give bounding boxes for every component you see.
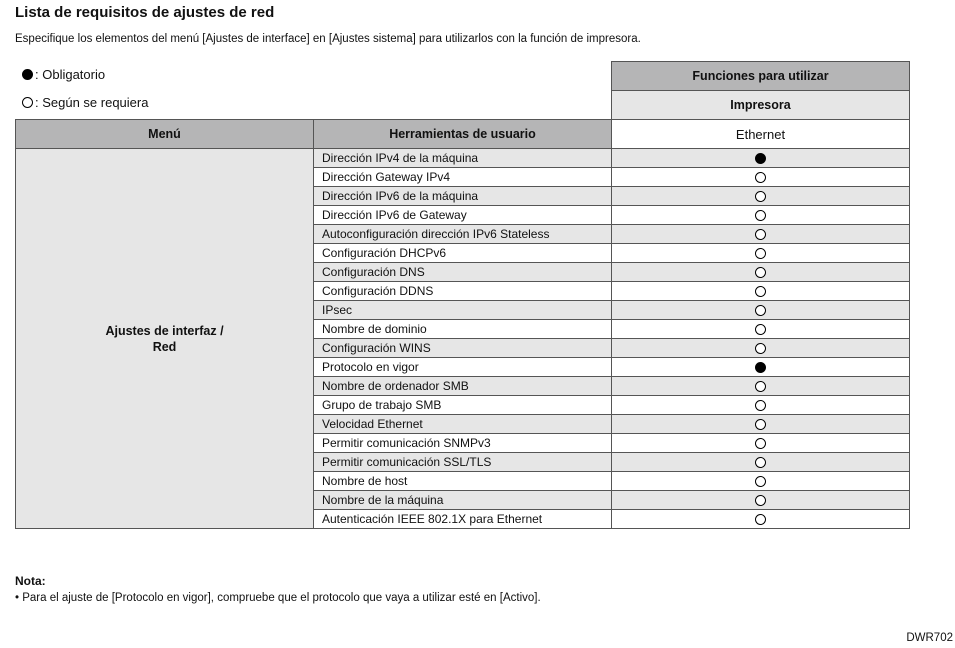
tool-name-cell: Protocolo en vigor	[314, 358, 612, 377]
empty-circle-icon	[755, 476, 766, 487]
empty-circle-icon	[755, 419, 766, 430]
page-title: Lista de requisitos de ajustes de red	[15, 4, 275, 21]
figure-code: DWR702	[906, 632, 953, 644]
ethernet-requirement-cell	[612, 491, 910, 510]
tool-name-cell: Dirección IPv6 de la máquina	[314, 187, 612, 206]
tool-name-cell: Configuración DNS	[314, 263, 612, 282]
legend-optional-label: : Según se requiera	[35, 95, 149, 110]
empty-circle-icon	[755, 267, 766, 278]
empty-circle-icon	[755, 172, 766, 183]
tool-name-cell: Dirección IPv4 de la máquina	[314, 149, 612, 168]
tool-name-cell: IPsec	[314, 301, 612, 320]
tool-name-cell: Permitir comunicación SSL/TLS	[314, 453, 612, 472]
tool-name-cell: Configuración DDNS	[314, 282, 612, 301]
ethernet-requirement-cell	[612, 510, 910, 529]
requirements-table	[15, 61, 910, 529]
legend-required-label: : Obligatorio	[35, 67, 106, 82]
tools-column-header: Herramientas de usuario	[314, 120, 612, 149]
ethernet-requirement-cell	[612, 206, 910, 225]
ethernet-requirement-cell	[612, 434, 910, 453]
tool-name-cell: Nombre de dominio	[314, 320, 612, 339]
menu-label-line1: Ajustes de interfaz /	[105, 323, 224, 338]
empty-circle-icon	[755, 438, 766, 449]
table-blank-area	[16, 62, 612, 91]
table-blank-area-2	[16, 91, 612, 120]
tool-name-cell: Grupo de trabajo SMB	[314, 396, 612, 415]
ethernet-requirement-cell	[612, 472, 910, 491]
empty-circle-icon	[755, 324, 766, 335]
ethernet-requirement-cell	[612, 149, 910, 168]
ethernet-requirement-cell	[612, 320, 910, 339]
ethernet-requirement-cell	[612, 187, 910, 206]
ethernet-requirement-cell	[612, 339, 910, 358]
empty-circle-icon	[755, 305, 766, 316]
empty-circle-icon	[755, 514, 766, 525]
ethernet-requirement-cell	[612, 282, 910, 301]
ethernet-requirement-cell	[612, 263, 910, 282]
tool-name-cell: Configuración WINS	[314, 339, 612, 358]
empty-circle-icon	[755, 248, 766, 259]
ethernet-requirement-cell	[612, 396, 910, 415]
empty-circle-icon	[755, 457, 766, 468]
menu-label-line2: Red	[152, 339, 177, 354]
empty-circle-icon	[755, 210, 766, 221]
table-row	[16, 149, 910, 168]
empty-circle-icon	[755, 343, 766, 354]
tool-name-cell: Nombre de la máquina	[314, 491, 612, 510]
ethernet-requirement-cell	[612, 415, 910, 434]
tool-name-cell: Dirección Gateway IPv4	[314, 168, 612, 187]
ethernet-requirement-cell	[612, 377, 910, 396]
intro-text: Especifique los elementos del menú [Ajustes de interface] en [Ajustes sistema] para utilizarlos con la función de impresora.	[15, 33, 641, 45]
ethernet-column-header: Ethernet	[612, 120, 910, 149]
empty-circle-icon	[755, 400, 766, 411]
tool-name-cell: Velocidad Ethernet	[314, 415, 612, 434]
tool-name-cell: Permitir comunicación SNMPv3	[314, 434, 612, 453]
empty-circle-icon	[755, 229, 766, 240]
tool-name-cell: Autoconfiguración dirección IPv6 Stateless	[314, 225, 612, 244]
filled-circle-icon	[755, 362, 766, 373]
note-text: • Para el ajuste de [Protocolo en vigor], compruebe que el protocolo que vaya a utilizar esté en [Activo].	[15, 592, 541, 604]
menu-cell	[16, 149, 314, 529]
functions-header: Funciones para utilizar	[612, 62, 910, 91]
empty-circle-icon	[755, 495, 766, 506]
tool-name-cell: Configuración DHCPv6	[314, 244, 612, 263]
ethernet-requirement-cell	[612, 358, 910, 377]
note-title: Nota:	[15, 574, 46, 588]
ethernet-requirement-cell	[612, 168, 910, 187]
tool-name-cell: Nombre de ordenador SMB	[314, 377, 612, 396]
printer-header: Impresora	[612, 91, 910, 120]
empty-circle-icon	[755, 286, 766, 297]
empty-circle-icon	[755, 381, 766, 392]
ethernet-requirement-cell	[612, 453, 910, 472]
tool-name-cell: Dirección IPv6 de Gateway	[314, 206, 612, 225]
menu-column-header: Menú	[16, 120, 314, 149]
ethernet-requirement-cell	[612, 225, 910, 244]
ethernet-requirement-cell	[612, 244, 910, 263]
ethernet-requirement-cell	[612, 301, 910, 320]
table-body	[16, 149, 910, 529]
empty-circle-icon	[755, 191, 766, 202]
tool-name-cell: Autenticación IEEE 802.1X para Ethernet	[314, 510, 612, 529]
filled-circle-icon	[755, 153, 766, 164]
tool-name-cell: Nombre de host	[314, 472, 612, 491]
